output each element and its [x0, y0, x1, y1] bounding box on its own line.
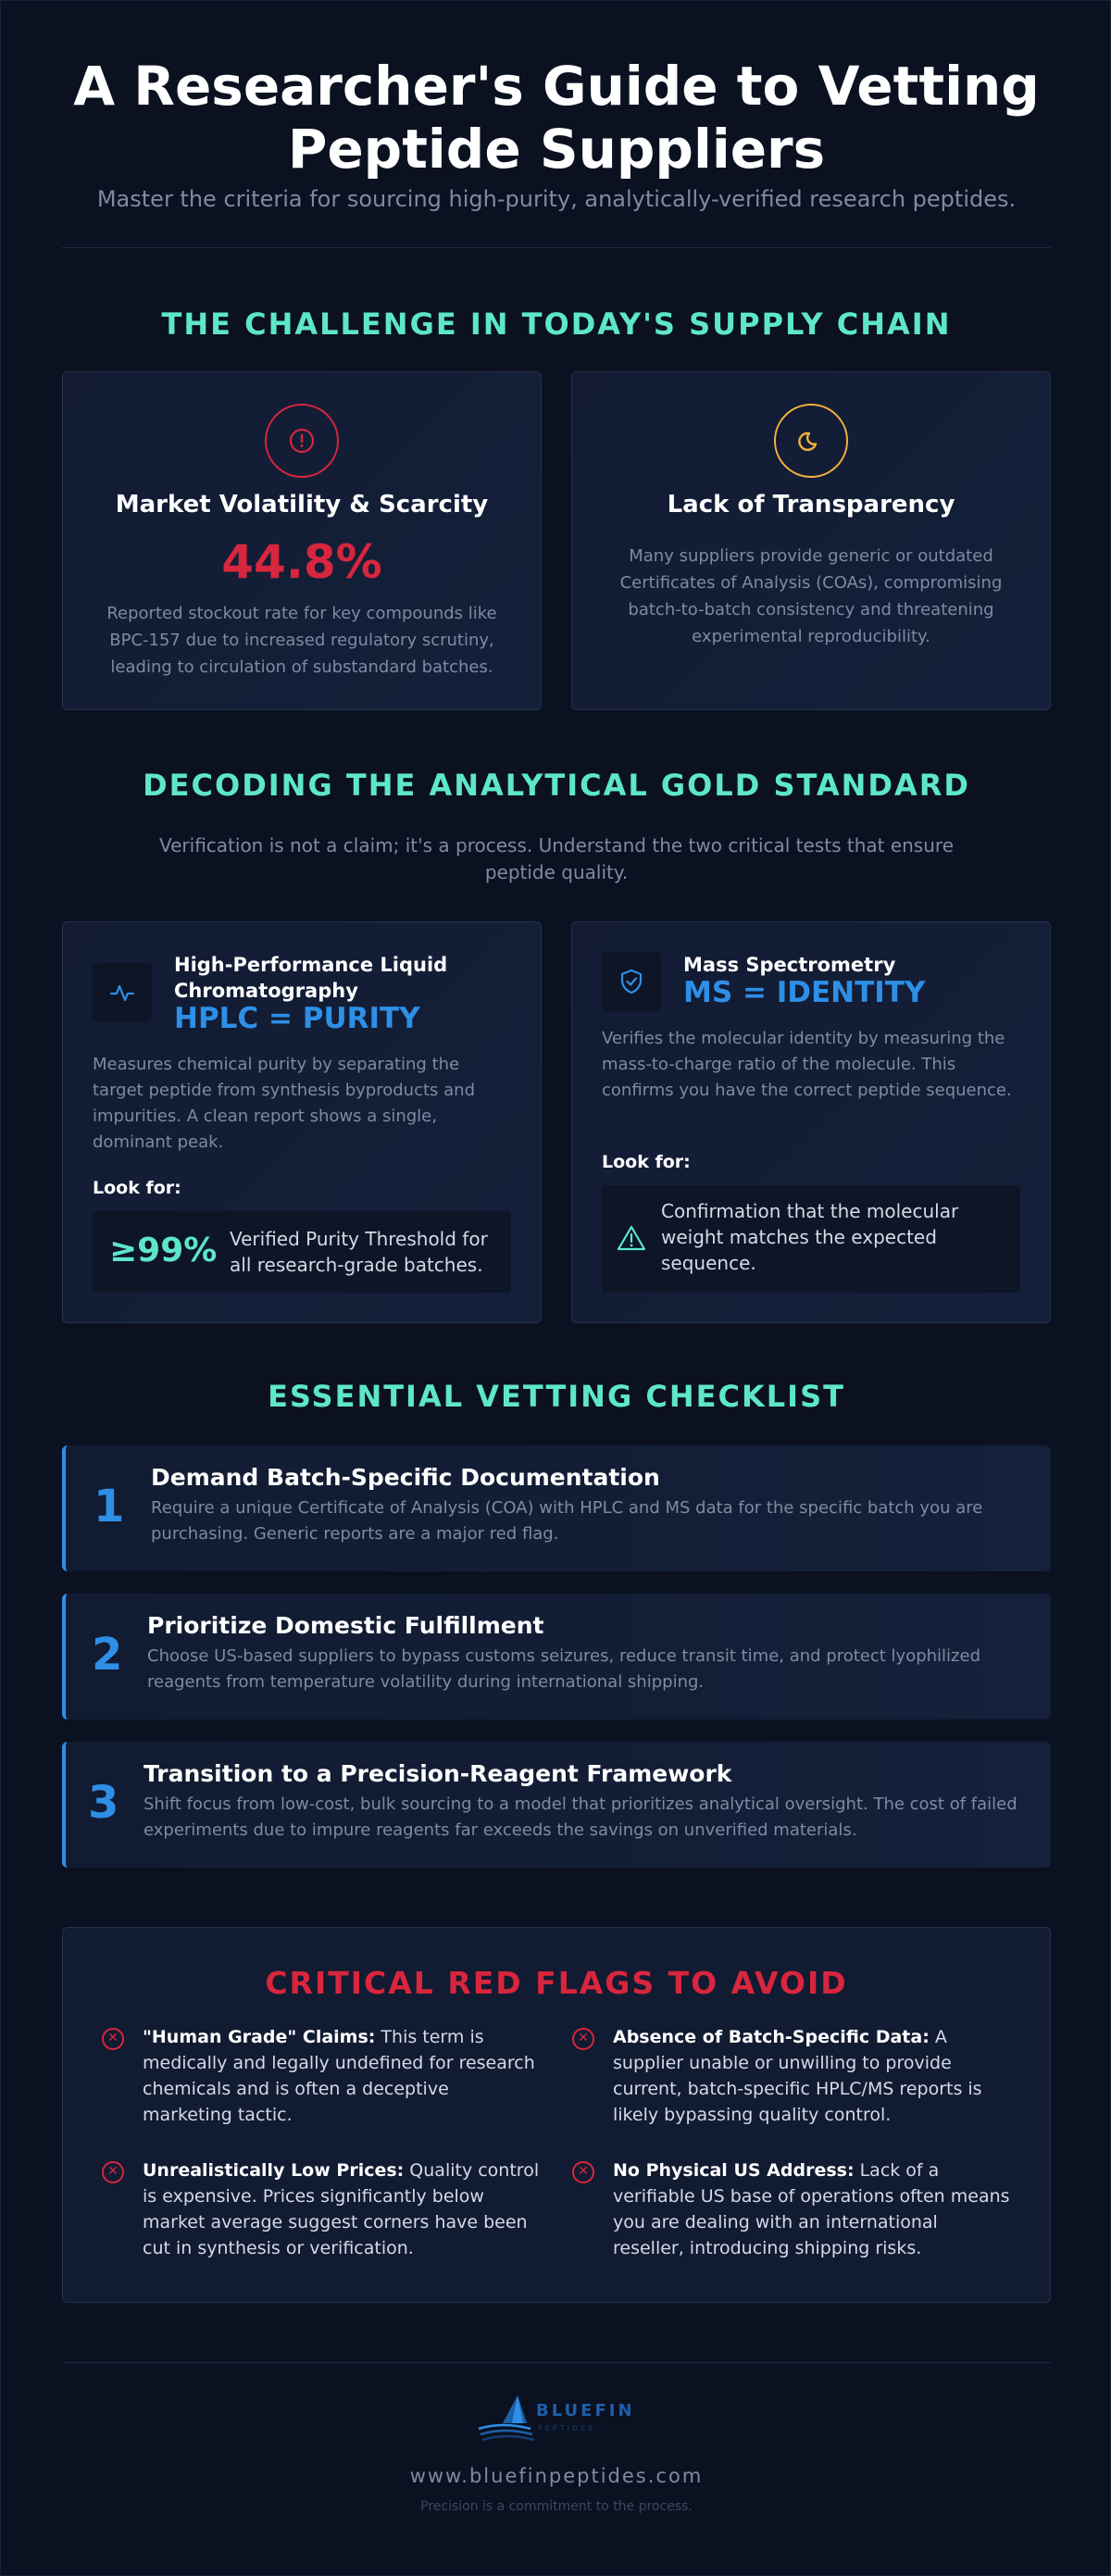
- test-description: Verifies the molecular identity by measuring the mass-to-charge ratio of the molecule. This confirms you have the correct peptide sequence.: [602, 1029, 1012, 1100]
- checklist-text: Shift focus from low-cost, bulk sourcing to a model that prioritizes analytical oversight. The cost of failed experiments due to impure reagents far exceeds the savings on unverified materials.: [144, 1794, 1017, 1840]
- purity-threshold-text: Verified Purity Threshold for all research-grade batches.: [230, 1228, 488, 1276]
- gold-standard-description: Verification is not a claim; it's a process. Understand the two critical tests that ensure peptide quality.: [158, 834, 954, 883]
- checklist-text: Choose US-based suppliers to bypass customs seizures, reduce transit time, and protect lyophilized reagents from temperature volatility during international shipping.: [147, 1646, 980, 1692]
- test-name: High-Performance Liquid Chromatography: [174, 954, 448, 1002]
- footer-motto: Precision is a commitment to the process.: [420, 2499, 693, 2514]
- transparency-card: [571, 371, 1051, 710]
- checklist-title: Demand Batch-Specific Documentation: [151, 1464, 660, 1491]
- red-flag-text: No Physical US Address: Lack of a verifiable US base of operations often means you are dealing with an international reseller, introducing shipping risks.: [613, 2160, 1010, 2258]
- purity-threshold-value: ≥99%: [109, 1232, 218, 1269]
- footer-divider: [62, 2362, 1051, 2363]
- svg-text:PEPTIDES: PEPTIDES: [538, 2424, 596, 2432]
- look-for-label: Look for:: [93, 1178, 181, 1198]
- volatility-card: [62, 371, 542, 710]
- red-flag-text: "Human Grade" Claims: This term is medically and legally undefined for research chemicals and is often a deceptive marketing tactic.: [143, 2027, 535, 2125]
- checklist-title: Transition to a Precision-Reagent Framework: [144, 1760, 732, 1787]
- red-flags-heading: CRITICAL RED FLAGS TO AVOID: [265, 1965, 848, 2001]
- test-description: Measures chemical purity by separating the target peptide from synthesis byproducts and impurities. A clean report shows a single, dominant peak.: [93, 1055, 475, 1152]
- checklist-number: 1: [94, 1481, 125, 1532]
- gold-standard-heading: DECODING THE ANALYTICAL GOLD STANDARD: [143, 768, 970, 803]
- checklist-item: [62, 1445, 1051, 1571]
- shield-check-icon: [602, 952, 661, 1011]
- red-flag-text: Absence of Batch-Specific Data: A supplier unable or unwilling to provide current, batch-specific HPLC/MS reports is likely bypassing quality control.: [613, 2027, 982, 2125]
- ms-card: [571, 921, 1051, 1323]
- checklist-number: 3: [88, 1777, 119, 1829]
- red-flags-panel: [62, 1927, 1051, 2303]
- identity-confirmation-text: Confirmation that the molecular weight matches the expected sequence.: [661, 1200, 959, 1274]
- identity-confirmation-box: [602, 1185, 1020, 1293]
- page-title: A Researcher's Guide to Vetting Peptide Suppliers: [73, 55, 1040, 181]
- test-equation: HPLC = PURITY: [174, 1002, 420, 1035]
- test-equation: MS = IDENTITY: [683, 976, 926, 1009]
- warning-triangle-icon: [617, 1224, 646, 1252]
- website-url[interactable]: www.bluefinpeptides.com: [409, 2465, 704, 2487]
- stockout-stat: 44.8%: [221, 535, 382, 589]
- card-title: Market Volatility & Scarcity: [115, 491, 489, 519]
- checklist-number: 2: [92, 1629, 123, 1681]
- card-text: Reported stockout rate for key compounds like BPC-157 due to increased regulatory scrutiny, leading to circulation of substandard batches.: [106, 604, 497, 677]
- activity-icon: [93, 963, 152, 1022]
- checklist-item: [62, 1594, 1051, 1719]
- checklist-heading: ESSENTIAL VETTING CHECKLIST: [268, 1379, 845, 1414]
- alert-circle-icon: [265, 404, 339, 478]
- header-divider: [62, 247, 1051, 248]
- look-for-label: Look for:: [602, 1152, 691, 1172]
- svg-text:BLUEFIN: BLUEFIN: [536, 2401, 635, 2420]
- checklist-item: [62, 1742, 1051, 1868]
- checklist-text: Require a unique Certificate of Analysis (COA) with HPLC and MS data for the specific batch you are purchasing. Generic reports are a major red flag.: [151, 1498, 983, 1544]
- bluefin-logo: [475, 2390, 642, 2445]
- card-title: Lack of Transparency: [667, 491, 955, 519]
- purity-threshold-box: [93, 1211, 511, 1293]
- x-circle-icon: ✕: [102, 2161, 124, 2183]
- card-text: Many suppliers provide generic or outdated Certificates of Analysis (COAs), compromising batch-to-batch consistency and threatening experimental reproducibility.: [619, 546, 1003, 646]
- test-name: Mass Spectrometry: [683, 954, 896, 976]
- challenge-heading: THE CHALLENGE IN TODAY'S SUPPLY CHAIN: [161, 306, 952, 342]
- x-circle-icon: ✕: [102, 2028, 124, 2050]
- checklist-title: Prioritize Domestic Fulfillment: [147, 1612, 544, 1639]
- x-circle-icon: ✕: [572, 2161, 594, 2183]
- moon-icon: [774, 404, 848, 478]
- red-flag-text: Unrealistically Low Prices: Quality control is expensive. Prices significantly below market average suggest corners have been cut in synthesis or verification.: [143, 2160, 540, 2258]
- x-circle-icon: ✕: [572, 2028, 594, 2050]
- hplc-card: [62, 921, 542, 1323]
- page-subtitle: Master the criteria for sourcing high-purity, analytically-verified research peptides.: [96, 186, 1017, 212]
